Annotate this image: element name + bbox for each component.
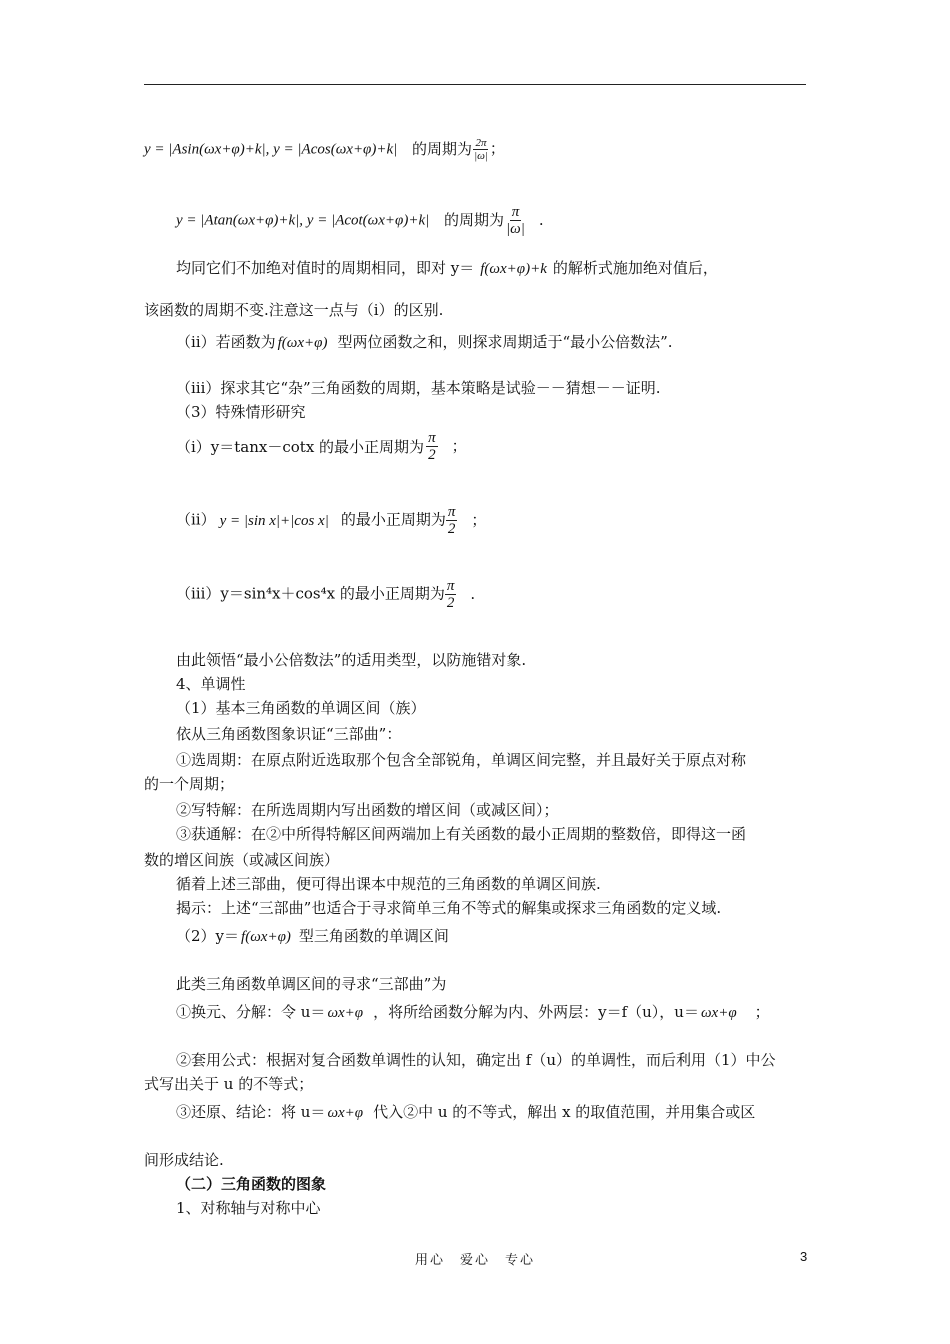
paragraph-line: 的一个周期； xyxy=(144,775,235,793)
section-heading: 4、单调性 xyxy=(176,675,246,693)
page-number: 3 xyxy=(800,1249,808,1264)
f-omega-phi-k: f(ωx+φ)+k xyxy=(480,261,547,277)
paragraph-line: 该函数的周期不变.注意这一点与（ⅰ）的区别. xyxy=(144,301,444,319)
paragraph-line: 间形成结论. xyxy=(144,1151,224,1169)
f-omega-phi: f(ωx+φ) xyxy=(277,335,328,351)
omega-x-plus-phi: ωx+φ xyxy=(327,1105,364,1121)
paragraph-line: ③获通解：在②中所得特解区间两端加上有关函数的最小正周期的整数倍，即得这一函 xyxy=(176,825,747,843)
footer-motto: 用心 爱心 专心 xyxy=(414,1253,535,1268)
paragraph-line: （ⅰ）y＝tanx－cotx 的最小正周期为 $\frac{\pi}{2}$ ； xyxy=(176,430,467,463)
paragraph-line: ①换元、分解：令 u＝ ωx+φ ，将所给函数分解为内、外两层：y＝f（u），u＝ ωx+φ ； xyxy=(176,1003,770,1021)
formula-line-1: y = |Asin(ωx+φ)+k|, y = |Acos(ωx+φ)+k| 的周期为 $\frac{2\pi}{|\omega|}$ ； xyxy=(144,137,505,162)
paragraph-line: （ⅲ）y＝sin⁴x＋cos⁴x 的最小正周期为 $\frac{\pi}{2}$ . xyxy=(176,578,476,611)
paragraph-line: 数的增区间族（或减区间族） xyxy=(144,851,340,869)
paragraph-line: 依从三角函数图象识证“三部曲”： xyxy=(176,725,402,743)
paragraph-line: 式写出关于 u 的不等式； xyxy=(144,1075,314,1093)
paragraph-line: ②套用公式：根据对复合函数单调性的认知，确定出 f（u）的单调性，而后利用（1）中公 xyxy=(176,1051,776,1069)
abs-sin-cos-formula: y = |Asin(ωx+φ)+k|, y = |Acos(ωx+φ)+k| xyxy=(144,141,398,158)
section-heading: （1）基本三角函数的单调区间（族） xyxy=(176,699,426,717)
paragraph-line: （ⅲ）探求其它“杂”三角函数的周期，基本策略是试验－－猜想－－证明. xyxy=(176,379,661,397)
paragraph-line: 循着上述三部曲，便可得出课本中规范的三角函数的单调区间族. xyxy=(176,875,601,893)
abs-sin-plus-abs-cos: y = |sin x|+|cos x| xyxy=(219,512,329,529)
paragraph-line: ①选周期：在原点附近选取那个包含全部锐角，单调区间完整，并且最好关于原点对称 xyxy=(176,751,747,769)
header-rule xyxy=(144,84,806,85)
omega-x-plus-phi: ωx+φ xyxy=(327,1005,364,1021)
omega-x-plus-phi: ωx+φ xyxy=(700,1005,737,1021)
formula-line-2: y = |Atan(ωx+φ)+k|, y = |Acot(ωx+φ)+k| 的周期为 $\frac{\pi}{|\omega|}$ . xyxy=(176,204,544,237)
paragraph-line: （ⅱ）若函数为 f(ωx+φ) 型两位函数之和，则探求周期适于“最小公倍数法”. xyxy=(176,333,673,351)
abs-tan-cot-formula: y = |Atan(ωx+φ)+k|, y = |Acot(ωx+φ)+k| xyxy=(176,212,430,229)
fraction-pi-over-2: $\frac{\pi}{2}$ xyxy=(428,430,436,463)
section-heading-bold: （二）三角函数的图象 xyxy=(176,1175,327,1193)
paragraph-line: 此类三角函数单调区间的寻求“三部曲”为 xyxy=(176,975,447,993)
paragraph-line: 均同它们不加绝对值时的周期相同，即对 y＝ f(ωx+φ)+k 的解析式施加绝对值后， xyxy=(176,259,718,277)
section-heading: （3）特殊情形研究 xyxy=(176,403,306,421)
period-pi-over-omega: $\frac{\pi}{|\omega|}$ xyxy=(506,204,525,237)
paragraph-line: ③还原、结论：将 u＝ ωx+φ 代入②中 u 的不等式，解出 x 的取值范围，并用集合或区 xyxy=(176,1103,756,1121)
paragraph-line: 由此领悟“最小公倍数法”的适用类型，以防施错对象. xyxy=(176,651,527,669)
paragraph-line: 揭示：上述“三部曲”也适合于寻求简单三角不等式的解集或探求三角函数的定义域. xyxy=(176,899,722,917)
fraction-pi-over-2: $\frac{\pi}{2}$ xyxy=(446,578,455,611)
section-heading: 1、对称轴与对称中心 xyxy=(176,1199,321,1217)
paragraph-line: ②写特解：在所选周期内写出函数的增区间（或减区间）； xyxy=(176,801,559,819)
section-heading: （2）y＝ f(ωx+φ) 型三角函数的单调区间 xyxy=(176,927,449,945)
period-2pi-over-omega: $\frac{2\pi}{|\omega|}$ xyxy=(474,137,488,162)
f-omega-phi: f(ωx+φ) xyxy=(241,929,291,945)
paragraph-line: （ⅱ） y = |sin x|+|cos x| 的最小正周期为 $\frac{\pi}{2}$ ； xyxy=(176,504,487,537)
fraction-pi-over-2: $\frac{\pi}{2}$ xyxy=(447,504,456,537)
